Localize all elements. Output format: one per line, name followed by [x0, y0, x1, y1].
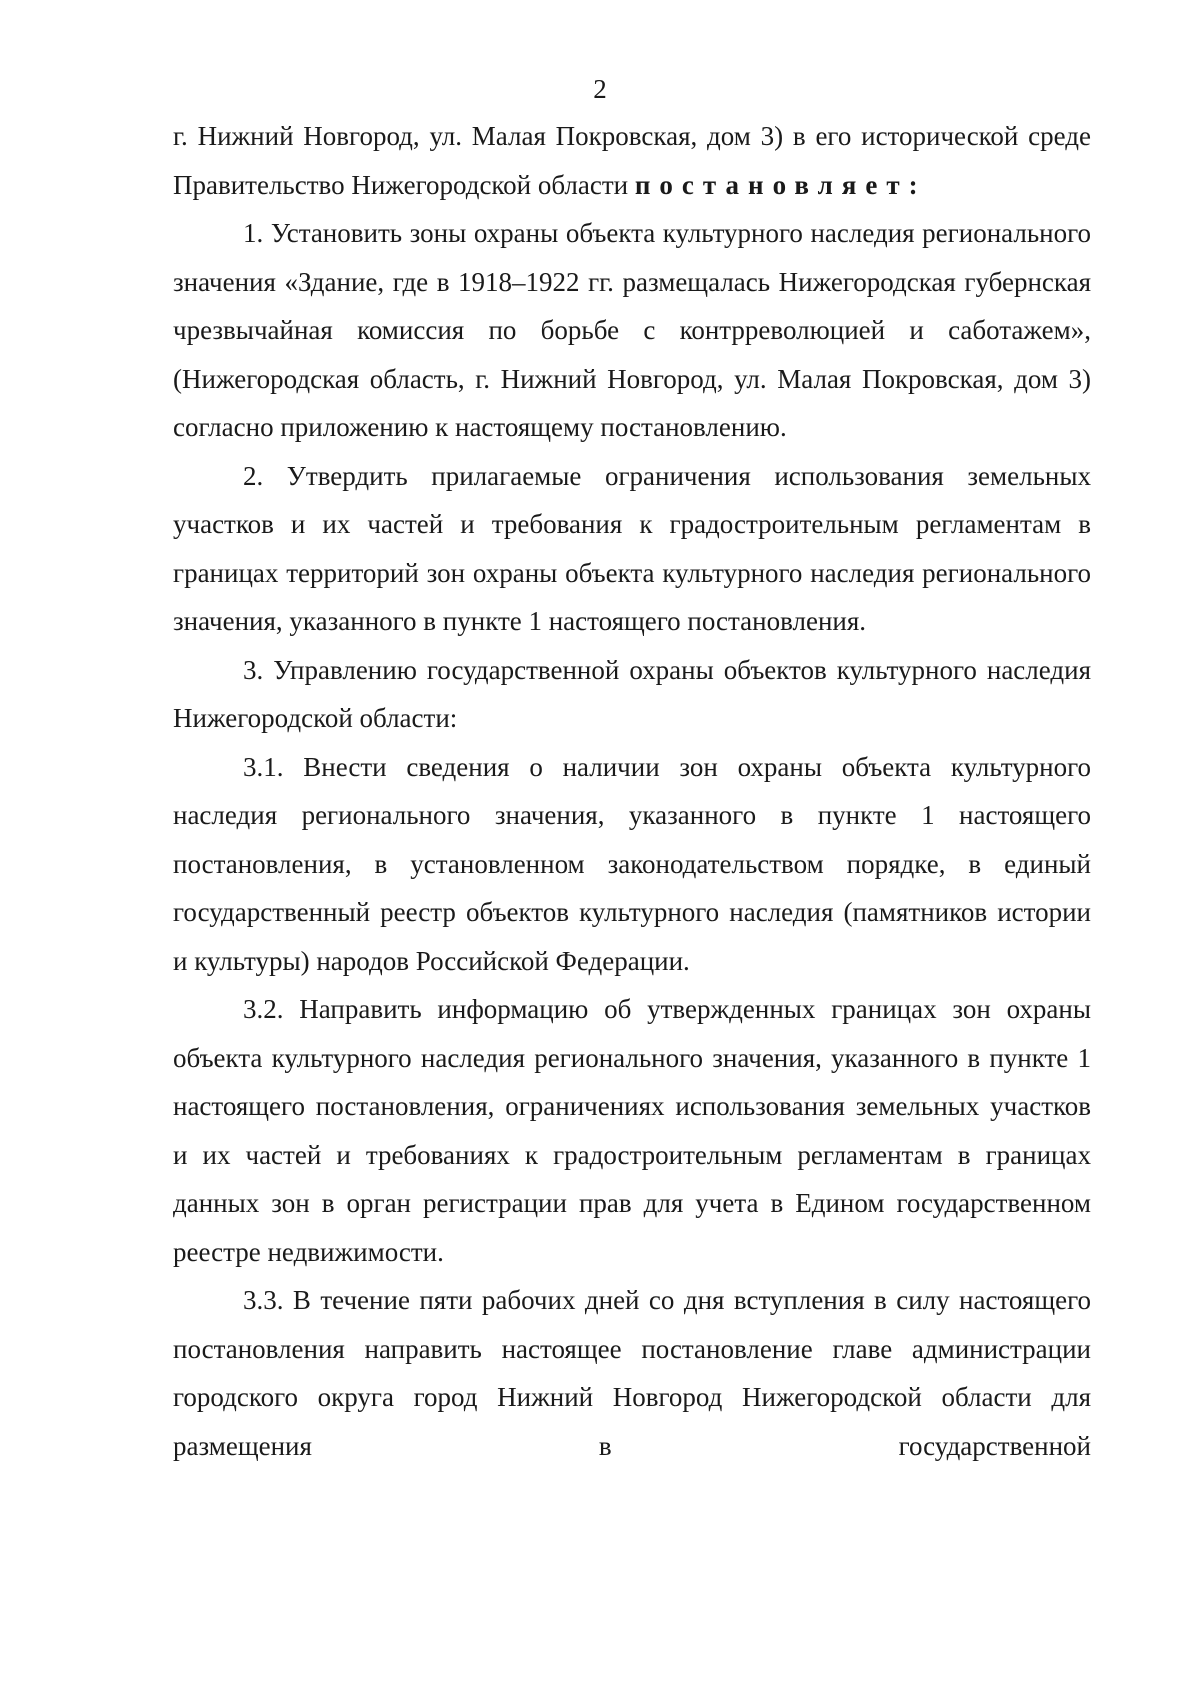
- page-number: 2: [593, 74, 607, 104]
- paragraph-item-1: 1. Установить зоны охраны объекта культурного наследия регионального значения «Здание, где в 1918–1922 гг. размещалась Нижегородская губернская чрезвычайная комиссия по борьбе с контрреволюцией и саботажем», (Нижегородская область, г. Нижний Новгород, ул. Малая Покровская, дом 3) согласно приложению к настоящему постановлению.: [173, 218, 1091, 442]
- paragraph-intro-text: г. Нижний Новгород, ул. Малая Покровская, дом 3) в его исторической среде Правительство Нижегородской области: [173, 121, 1091, 200]
- resolution-keyword: постановляет:: [634, 169, 927, 200]
- paragraph-item-3-2: 3.2. Направить информацию об утвержденных границах зон охраны объекта культурного наследия регионального значения, указанного в пункте 1 настоящего постановления, ограничениях использования земельных участков и их частей и требованиях к градостроительным регламентам в границах данных зон в орган регистрации прав для учета в Едином государственном реестре недвижимости.: [173, 994, 1091, 1267]
- paragraph-item-2: 2. Утвердить прилагаемые ограничения использования земельных участков и их частей и требования к градостроительным регламентам в границах территорий зон охраны объекта культурного наследия регионального значения, указанного в пункте 1 настоящего постановления.: [173, 460, 1091, 636]
- paragraph-item-3-3: 3.3. В течение пяти рабочих дней со дня вступления в силу настоящего постановления направить настоящее постановление главе администрации городского округа город Нижний Новгород Нижегородской области для размещения в государственной: [173, 1285, 1091, 1461]
- document-body: [173, 112, 1091, 1470]
- paragraph-item-3: 3. Управлению государственной охраны объектов культурного наследия Нижегородской области:: [173, 654, 1091, 733]
- paragraph-item-3-1: 3.1. Внести сведения о наличии зон охраны объекта культурного наследия регионального значения, указанного в пункте 1 настоящего постановления, в установленном законодательством порядке, в единый государственный реестр объектов культурного наследия (памятников истории и культуры) народов Российской Федерации.: [173, 751, 1091, 976]
- paragraph-intro: [173, 112, 1091, 209]
